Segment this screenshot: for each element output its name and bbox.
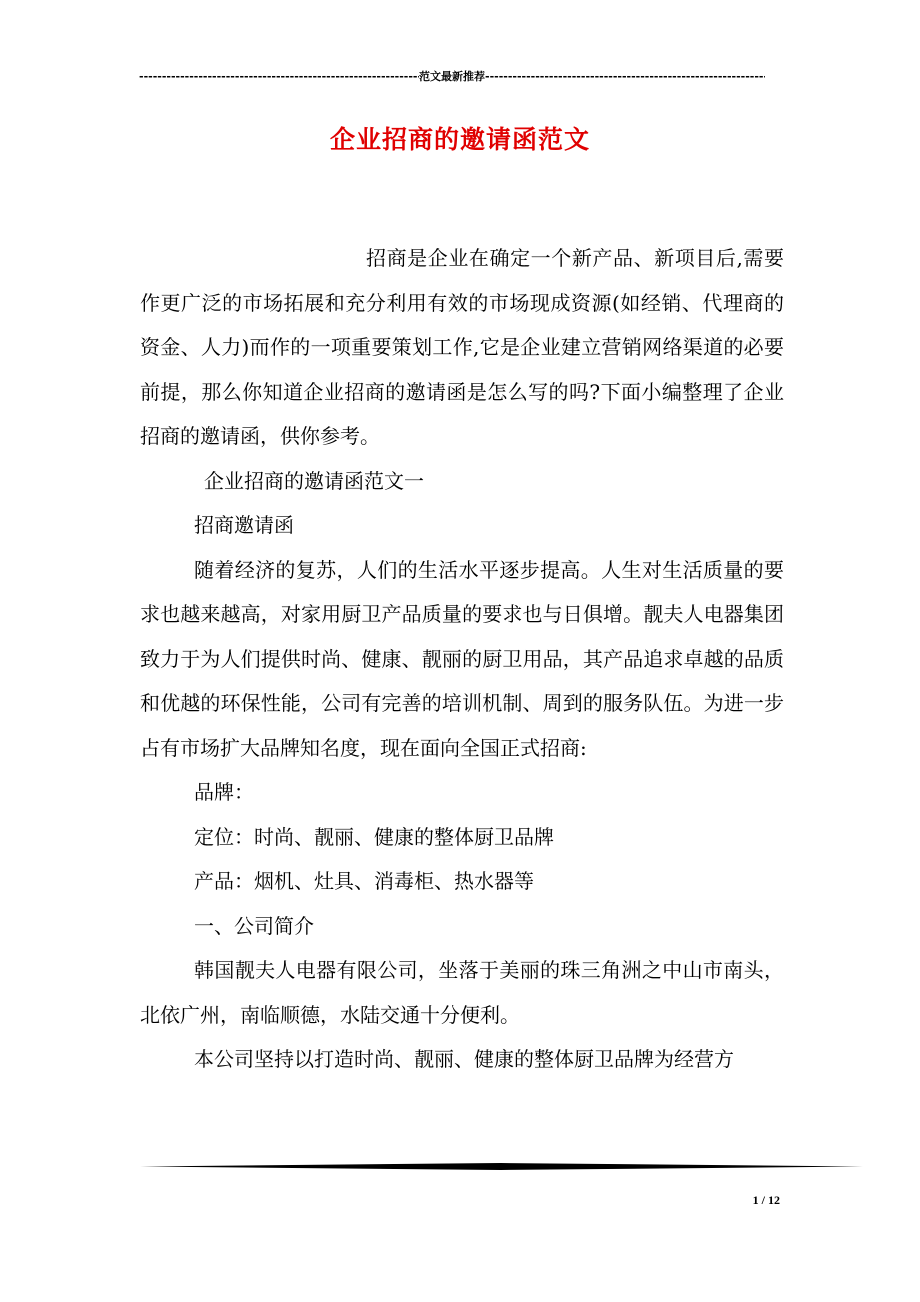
products-line: 产品：烟机、灶具、消毒柜、热水器等 xyxy=(194,869,534,893)
header-dash-left xyxy=(139,70,419,83)
document-body xyxy=(140,236,784,1082)
body-paragraph: 随着经济的复苏，人们的生活水平逐步提高。人生对生活质量的要求也越来越高，对家用厨卫产品质量的要求也与日俱增。靓夫人电器集团致力于为人们提供时尚、健康、靓丽的厨卫用品，其产品追求卓越的品质和优越的环保性能，公司有完善的培训机制、周到的服务队伍。为进一步占有市场扩大品牌知名度，现在面向全国正式招商: xyxy=(140,557,784,760)
footer-rule xyxy=(140,1163,863,1170)
section-heading: 企业招商的邀请函范文一 xyxy=(204,468,424,493)
company-intro-heading: 一、公司简介 xyxy=(194,913,314,938)
page-number: 1 / 12 xyxy=(752,1193,780,1207)
company-location-paragraph: 韩国靓夫人电器有限公司，坐落于美丽的珠三角洲之中山市南头，北依广州，南临顺德，水陆交通十分便利。 xyxy=(140,958,784,1027)
document-title: 企业招商的邀请函范文 xyxy=(329,125,590,154)
company-philosophy-paragraph: 本公司坚持以打造时尚、靓丽、健康的整体厨卫品牌为经营方 xyxy=(194,1047,734,1071)
intro-paragraph: 招商是企业在确定一个新产品、新项目后,需要作更广泛的市场拓展和充分利用有效的市场现成资源(如经销、代理商的资金、人力)而作的一项重要策划工作,它是企业建立营销网络渠道的必要前提，那么你知道企业招商的邀请函是怎么写的吗?下面小编整理了企业招商的邀请函，供你参考。 xyxy=(140,246,784,448)
running-header xyxy=(139,68,765,84)
brand-line: 品牌： xyxy=(194,780,254,804)
letter-title: 招商邀请函 xyxy=(194,513,294,537)
positioning-line: 定位：时尚、靓丽、健康的整体厨卫品牌 xyxy=(194,824,554,849)
header-label: 范文最新推荐 xyxy=(419,70,485,83)
header-dash-right xyxy=(485,70,765,83)
